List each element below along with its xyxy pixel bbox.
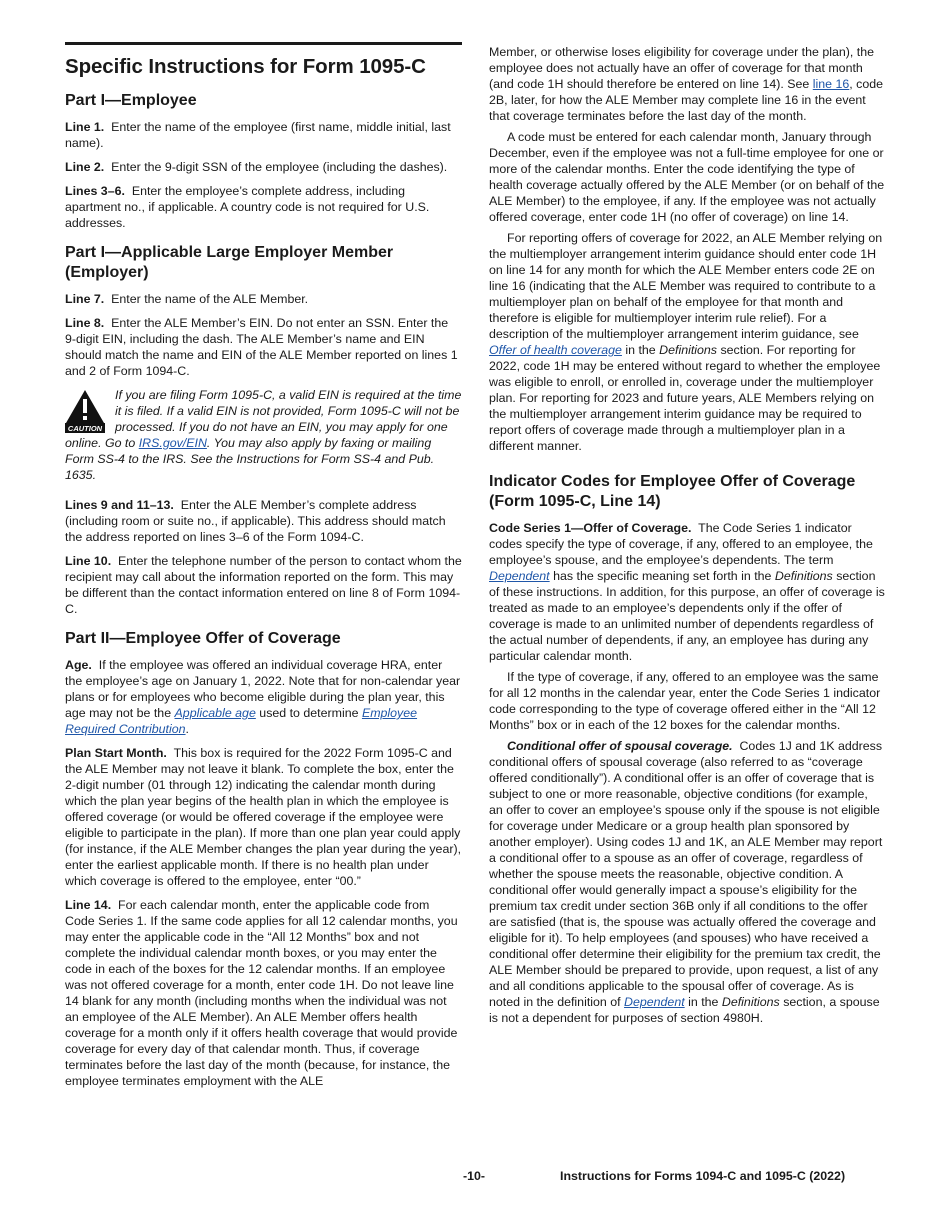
left-column <box>65 42 462 1097</box>
paragraph-line10 <box>65 553 462 617</box>
paragraph-plan-start-month <box>65 745 462 889</box>
paragraph-code-series-1 <box>489 520 885 664</box>
lines9-13-text: Enter the ALE Member’s complete address (including room or suite no., if applicable). This address should match the address reported on lines 3–6 of the Form 1094-C. <box>65 498 446 544</box>
paragraph-multiemployer <box>489 230 885 454</box>
caution-text-a: If you are filing Form 1095-C, a valid EIN is required at the time it is filed. If a valid EIN is not provided, Form 1095-C will not be processed. If you do not have an EIN, you may apply for one online. Go to <box>65 388 462 450</box>
psm-text: This box is required for the 2022 Form 1095-C and the ALE Member may not leave it blank. To complete the box, enter the 2-digit number (01 through 12) indicating the calendar month during which the plan year begins of the health plan in which the employee is offered coverage (or would be offered coverage if the employee were eligible to participate in the plan). If more than one plan year could apply (for instance, if the ALE Member changes the plan year during the year), enter the earliest applicable month. If there is no health plan under which coverage is offered to the employee, enter “00.” <box>65 746 462 888</box>
line7-lead: Line 7. <box>65 292 105 306</box>
section-heading-part1-employer: Part I—Applicable Large Employer Member (Employer) <box>65 244 394 281</box>
paragraph-age <box>65 657 462 737</box>
section-heading-part2: Part II—Employee Offer of Coverage <box>65 630 341 647</box>
caution-icon <box>65 389 105 433</box>
caution-label: CAUTION <box>67 424 103 433</box>
applicable-age-link[interactable]: Applicable age <box>174 706 256 720</box>
lines3-6-lead: Lines 3–6. <box>65 184 125 198</box>
cs1-text-a: The Code Series 1 indicator codes specify the type of coverage, if any, offered to an employee, the employee’s spouse, and the employee’s dependents. The term <box>489 521 873 567</box>
line8-text: Enter the ALE Member’s EIN. Do not enter an SSN. Enter the 9-digit EIN, including the dash. The ALE Member’s name and EIN should match the name and EIN of the ALE Member reported on lines 1 and 2 of Form 1094-C. <box>65 316 458 378</box>
paragraph-code-each-month: A code must be entered for each calendar month, January through December, even if the employee was not a full-time employee for one or more of the calendar months. Enter the code identifying the type of health coverage actually offered by the ALE Member (or on behalf of the ALE Member) to the employee, if any. If the employee was not actually offered coverage, enter code 1H (no offer of coverage) on line 14. <box>489 130 885 224</box>
paragraph-line1 <box>65 119 462 151</box>
paragraph-line2 <box>65 159 462 175</box>
offer-of-health-coverage-link[interactable]: Offer of health coverage <box>489 343 622 357</box>
age-end: . <box>185 722 189 736</box>
paragraph-line14 <box>65 897 462 1089</box>
page-title: Specific Instructions for Form 1095-C <box>65 55 426 78</box>
irs-ein-link[interactable]: IRS.gov/EIN <box>138 436 207 450</box>
conditional-lead: Conditional offer of spousal coverage. <box>507 739 733 753</box>
p3-definitions: Definitions <box>659 343 718 357</box>
paragraph-lines3-6 <box>65 183 462 231</box>
footer-document-title: Instructions for Forms 1094-C and 1095-C (2022) <box>560 1169 846 1183</box>
paragraph-lines9-13 <box>65 497 462 545</box>
line7-text: Enter the name of the ALE Member. <box>111 292 309 306</box>
line10-lead: Line 10. <box>65 554 112 568</box>
psm-lead: Plan Start Month. <box>65 746 167 760</box>
section-heading-part1-employee: Part I—Employee <box>65 92 197 109</box>
line10-text: Enter the telephone number of the person to contact whom the recipient may call about the information reported on the form. This may be different than the contact information entered on line 8 of Form 1094-C. <box>65 554 462 616</box>
line2-lead: Line 2. <box>65 160 105 174</box>
cs1-lead: Code Series 1—Offer of Coverage. <box>489 521 692 535</box>
dependent-link-2[interactable]: Dependent <box>624 995 685 1009</box>
dependent-link[interactable]: Dependent <box>489 569 550 583</box>
p1-text-a: Member, or otherwise loses eligibility for coverage under the plan), the employee does not actually have an offer of coverage for that month (and code 1H should therefore be entered on line 14). See <box>489 45 874 91</box>
caution-text-b: . You may also apply by faxing or mailing Form SS-4 to the IRS. See the Instructions for Form SS-4 and Pub. 1635. <box>65 436 435 482</box>
line16-link[interactable]: line 16 <box>812 77 850 91</box>
page-number: -10- <box>463 1169 486 1183</box>
cond-text-c: section, a spouse is not a dependent for purposes of section 4980H. <box>489 995 880 1025</box>
line14-lead: Line 14. <box>65 898 112 912</box>
line1-lead: Line 1. <box>65 120 105 134</box>
paragraph-line8 <box>65 315 462 379</box>
age-mid: used to determine <box>259 706 359 720</box>
line14-text: For each calendar month, enter the applicable code from Code Series 1. If the same code applies for all 12 calendar months, you may enter the applicable code in the “All 12 Months” box and not complete the individual calendar month boxes, or you may enter the code in each of the boxes for the 12 calendar months. If an employee was not offered coverage for a month, enter code 1H. Do not leave line 14 blank for any month (including months when the individual was not an employee of the ALE Member). An ALE Member offers health coverage for a month only if it offers health coverage that would provide coverage for every day of that calendar month. Thus, if coverage terminates before the last day of the month (because, for instance, the employee terminates employment with the ALE <box>65 898 458 1088</box>
lines9-13-lead: Lines 9 and 11–13. <box>65 498 174 512</box>
line2-text: Enter the 9-digit SSN of the employee (including the dashes). <box>111 160 448 174</box>
paragraph-conditional-offer <box>489 738 885 1026</box>
paragraph-continuation <box>489 44 885 124</box>
line8-lead: Line 8. <box>65 316 105 330</box>
cond-definitions: Definitions <box>721 995 780 1009</box>
age-text: If the employee was offered an individual coverage HRA, enter the employee’s age on January 1, 2022. Note that for non-calendar year plans or for employees who become eligible during the plan year, this age may not be the <box>65 658 461 720</box>
cs1-text-c: section of these instructions. In addition, for this purpose, an offer of coverage is treated as made to an employee’s dependents only if the offer of coverage is made to an unlimited number of dependents regardless of the actual number of dependents, if any, an employee has during any particular calendar month. <box>489 569 885 663</box>
p3-text-a: For reporting offers of coverage for 2022, an ALE Member relying on the multiemployer arrangement interim guidance should enter code 1H on line 14 for any month for which the ALE Member enters code 2E on line 16 (indicating that the ALE Member was required to contribute to a multiemployer plan on behalf of the employee for that month and therefore is eligible for multiemployer interim rule relief). For a description of the multiemployer arrangement interim guidance, see <box>489 231 883 341</box>
p1-text-b: , code 2B, later, for how the ALE Member may complete line 16 in the event that coverage terminates before the last day of the month. <box>489 77 884 123</box>
paragraph-line7 <box>65 291 462 307</box>
p3-text-b: in the <box>625 343 656 357</box>
cond-text-a: Codes 1J and 1K address conditional offers of spousal coverage (also referred to as “coverage offered conditionally”). A conditional offer is an offer of coverage that is subject to one or more reasonable, objective conditions (for example, an offer to cover an employee’s spouse only if the spouse is not eligible for coverage under Medicare or a group health plan sponsored by another employer). Using codes 1J and 1K, an ALE Member may report a conditional offer to a spouse as an offer of coverage, regardless of whether the spouse meets the reasonable, objective condition. A conditional offer would generally impact a spouse’s eligibility for the premium tax credit under section 36B only if all conditions to the offer are satisfied (that is, the spouse was actually offered the coverage and eligible for it). To help employees (and spouses) who have received a conditional offer determine their eligibility for the premium tax credit, the ALE Member should be prepared to provide, upon request, a list of any and all conditions applicable to the spousal offer of coverage. As is noted in the definition of <box>489 739 883 1009</box>
section-heading-indicator-codes: Indicator Codes for Employee Offer of Coverage (Form 1095-C, Line 14) <box>489 473 856 510</box>
cs1-definitions: Definitions <box>774 569 833 583</box>
age-lead: Age. <box>65 658 92 672</box>
line1-text: Enter the name of the employee (first name, middle initial, last name). <box>65 120 451 150</box>
cs1-text-b: has the specific meaning set forth in the <box>553 569 772 583</box>
right-column <box>489 44 885 1031</box>
lines3-6-text: Enter the employee’s complete address, including apartment no., if applicable. A country code is not required for U.S. addresses. <box>65 184 430 230</box>
paragraph-all-12-months: If the type of coverage, if any, offered to an employee was the same for all 12 months in the calendar year, enter the Code Series 1 indicator code corresponding to the type of coverage offered either in the “All 12 Months” box or in each of the 12 boxes for the calendar months. <box>489 670 881 732</box>
caution-note <box>65 387 462 483</box>
employee-required-contribution-link[interactable]: Employee Required Contribution <box>65 706 418 736</box>
p3-text-c: section. For reporting for 2022, code 1H may be entered without regard to whether the employee was eligible to enroll, or enrolled in, coverage under the multiemployer plan. For reporting for 2023 and future years, ALE Members relying on the multiemployer arrangement interim guidance may be required to report offers of coverage made through a multiemployer plan in a different manner. <box>489 343 881 453</box>
cond-text-b: in the <box>688 995 719 1009</box>
title-rule <box>65 42 462 45</box>
